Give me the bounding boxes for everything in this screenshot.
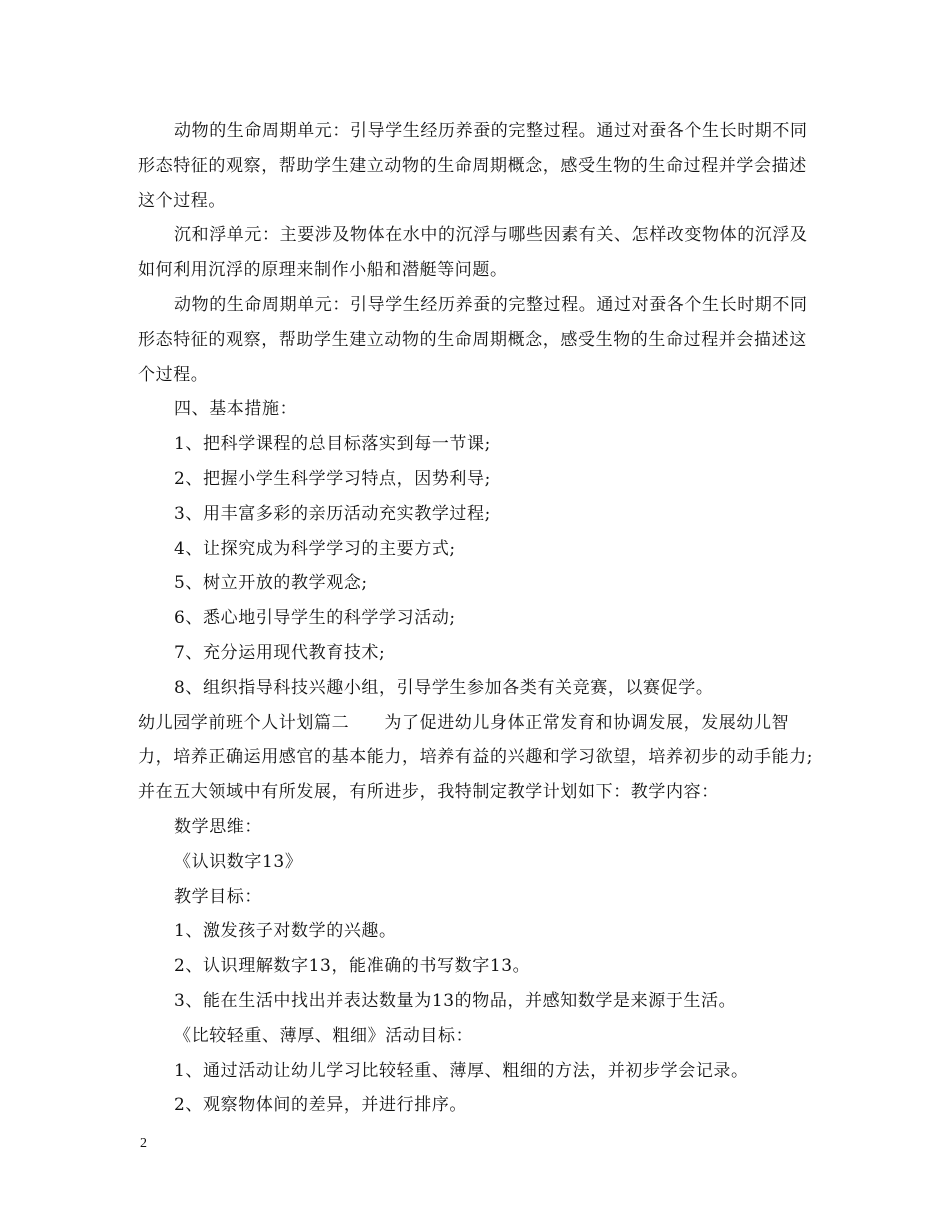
- list-item: 8、组织指导科技兴趣小组，引导学生参加各类有关竞赛，以赛促学。: [174, 677, 714, 698]
- list-item: 7、充分运用现代教育技术;: [174, 642, 386, 663]
- paragraph: 幼儿园学前班个人计划篇二 为了促进幼儿身体正常发育和协调发展，发展幼儿智力，培养正确运用感官的基本能力，培养有益的兴趣和学习欲望，培养初步的动手能力;并在五大领域中有所发展，有所进步，我特制定教学计划如下：教学内容：: [138, 712, 814, 803]
- document-body: [138, 114, 814, 1123]
- list-item: 3、用丰富多彩的亲历活动充实教学过程;: [174, 503, 491, 524]
- paragraph: 动物的生命周期单元：引导学生经历养蚕的完整过程。通过对蚕各个生长时期不同形态特征的观察，帮助学生建立动物的生命周期概念，感受生物的生命过程并学会描述这个过程。: [138, 121, 808, 211]
- section-heading: 教学目标：: [174, 886, 262, 907]
- page-number: 2: [140, 1136, 147, 1151]
- lesson-title: 《比较轻重、薄厚、粗细》活动目标：: [174, 1025, 474, 1046]
- lesson-title: 《认识数字13》: [174, 851, 303, 872]
- list-item: 3、能在生活中找出并表达数量为13的物品，并感知数学是来源于生活。: [174, 990, 737, 1011]
- list-item: 2、观察物体间的差异，并进行排序。: [174, 1095, 468, 1116]
- list-item: 2、认识理解数字13，能准确的书写数字13。: [174, 956, 531, 977]
- list-item: 2、把握小学生科学学习特点，因势利导;: [174, 468, 491, 489]
- list-item: 5、树立开放的教学观念;: [174, 573, 368, 594]
- paragraph: 沉和浮单元：主要涉及物体在水中的沉浮与哪些因素有关、怎样改变物体的沉浮及如何利用沉浮的原理来制作小船和潜艇等问题。: [138, 225, 808, 281]
- section-heading: 四、基本措施：: [174, 399, 298, 420]
- section-heading: 数学思维：: [174, 816, 262, 837]
- paragraph: 动物的生命周期单元：引导学生经历养蚕的完整过程。通过对蚕各个生长时期不同形态特征的观察，帮助学生建立动物的生命周期概念，感受生物的生命过程并会描述这个过程。: [138, 294, 808, 385]
- list-item: 4、让探究成为科学学习的主要方式;: [174, 538, 456, 559]
- list-item: 1、把科学课程的总目标落实到每一节课;: [174, 434, 491, 455]
- list-item: 1、通过活动让幼儿学习比较轻重、薄厚、粗细的方法，并初步学会记录。: [174, 1060, 749, 1081]
- list-item: 6、悉心地引导学生的科学学习活动;: [174, 608, 456, 629]
- list-item: 1、激发孩子对数学的兴趣。: [174, 921, 397, 942]
